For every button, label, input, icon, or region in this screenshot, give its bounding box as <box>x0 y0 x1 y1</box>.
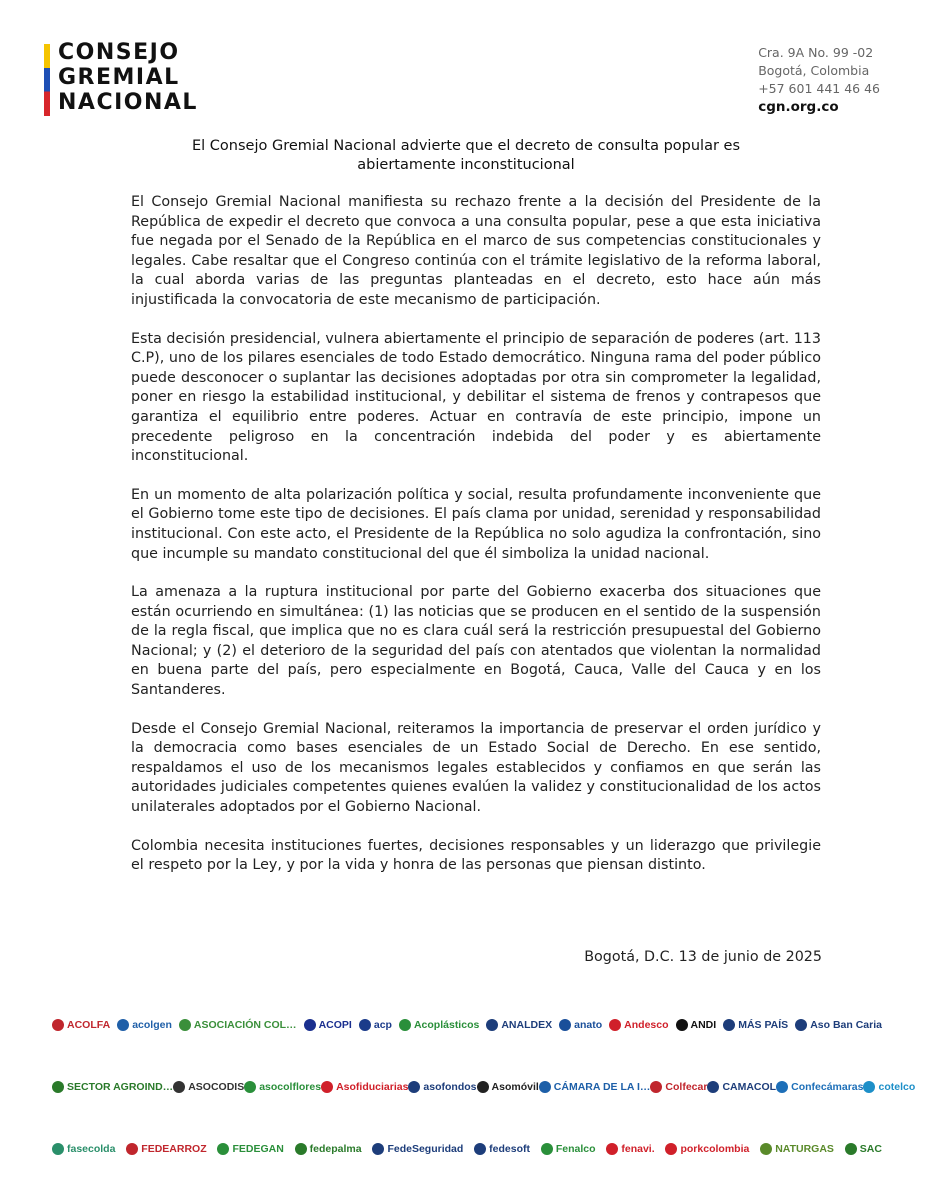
partner-logo <box>650 1081 707 1093</box>
partner-mark-icon <box>304 1019 316 1031</box>
logo-color-bar <box>44 44 50 116</box>
partner-logo <box>609 1019 668 1031</box>
partner-name: Acoplásticos <box>413 1019 480 1031</box>
partner-name: asofondos <box>423 1081 477 1093</box>
logo-line-2: GREMIAL <box>58 65 180 90</box>
partner-logo <box>117 1019 172 1031</box>
partner-mark-icon <box>408 1081 420 1093</box>
partner-name: acolgen <box>132 1019 172 1031</box>
partner-mark-icon <box>477 1081 489 1093</box>
partner-mark-icon <box>539 1081 551 1093</box>
partner-name: ASOCODIS <box>188 1081 245 1093</box>
title-line-1: El Consejo Gremial Nacional advierte que el decreto de consulta popular es <box>191 138 741 154</box>
partner-name: MÁS PAÍS <box>738 1019 789 1031</box>
partner-mark-icon <box>559 1019 571 1031</box>
paragraph-3: En un momento de alta polarización política y social, resulta profundamente inconveniente que el Gobierno tome este tipo de decisiones. El país clama por unidad, serenidad y responsabilidad institucional. Con este acto, el Presidente de la República no solo agudiza la confrontación, sino que incumple su mandato constitucional del que él simboliza la unidad nacional. <box>131 486 821 562</box>
signature-date: Bogotá, D.C. 13 de junio de 2025 <box>584 949 822 965</box>
partner-name: ACOPI <box>318 1019 352 1031</box>
partner-name: ANALDEX <box>501 1019 553 1031</box>
organization-logo <box>58 40 198 115</box>
partner-mark-icon <box>372 1143 384 1155</box>
partner-name: acp <box>373 1019 392 1031</box>
partner-mark-icon <box>776 1081 788 1093</box>
partner-mark-icon <box>650 1081 662 1093</box>
partner-mark-icon <box>52 1019 64 1031</box>
partner-name: Colfecar <box>665 1081 708 1093</box>
partner-name: NATURGAS <box>775 1143 834 1155</box>
partner-name: CÁMARA DE LA I… <box>553 1081 651 1093</box>
partner-mark-icon <box>541 1143 553 1155</box>
partner-name: Asofiduciarias <box>336 1081 409 1093</box>
partner-mark-icon <box>609 1019 621 1031</box>
partner-mark-icon <box>760 1143 772 1155</box>
partner-mark-icon <box>52 1143 64 1155</box>
partner-name: SAC <box>859 1143 882 1155</box>
partner-logo <box>179 1019 297 1031</box>
partner-mark-icon <box>295 1143 307 1155</box>
partner-logo <box>795 1019 882 1031</box>
partner-logo <box>304 1019 352 1031</box>
partner-logo <box>408 1081 476 1093</box>
partner-logo <box>217 1143 283 1155</box>
partner-logo <box>295 1143 362 1155</box>
partner-name: FEDEGAN <box>232 1143 284 1155</box>
partner-name: fedepalma <box>309 1143 362 1155</box>
partner-logo <box>321 1081 408 1093</box>
partner-name: fenavi. <box>621 1143 655 1155</box>
partner-logo <box>372 1143 463 1155</box>
partner-name: FEDEARROZ <box>141 1143 207 1155</box>
paragraph-5: Desde el Consejo Gremial Nacional, reiteramos la importancia de preservar el orden jurídico y la democracia como bases esenciales de un Estado Social de Derecho. En ese sentido, respaldamos el uso de los mecanismos legales establecidos y confiamos en que serán las autoridades judiciales competentes quienes evalúen la validez y constitucionalidad de los actos unilaterales adoptados por el Gobierno Nacional. <box>131 720 821 816</box>
partner-logo <box>486 1019 552 1031</box>
partner-logo-row <box>52 1127 882 1171</box>
partner-logo <box>606 1143 654 1155</box>
partner-logo <box>399 1019 479 1031</box>
partner-logo <box>776 1081 863 1093</box>
partner-logo <box>244 1081 321 1093</box>
partner-mark-icon <box>863 1081 875 1093</box>
partner-logo <box>359 1019 392 1031</box>
city: Bogotá, Colombia <box>758 63 870 78</box>
partner-mark-icon <box>676 1019 688 1031</box>
partner-name: fasecolda <box>67 1143 116 1155</box>
partner-logos <box>52 1003 916 1189</box>
partner-logo <box>845 1143 882 1155</box>
partner-mark-icon <box>52 1081 64 1093</box>
logo-line-3: NACIONAL <box>58 90 198 115</box>
partner-name: ASOCIACIÓN COL… <box>193 1019 297 1031</box>
partner-logo <box>723 1019 788 1031</box>
partner-logo <box>707 1081 776 1093</box>
paragraph-4: La amenaza a la ruptura institucional por parte del Gobierno exacerba dos situaciones que están ocurriendo en simultánea: (1) las noticias que se producen en el sentido de la suspensión de la regla fiscal, que implica que no es clara cuál será la restricción presupuestal del Gobierno Nacional; y (2) el deterioro de la seguridad del país con atentados que violentan la normalidad en buena parte del país, pero especialmente en Bogotá, Cauca, Valle del Cauca y en los Santanderes. <box>131 584 821 699</box>
partner-logo <box>477 1081 539 1093</box>
partner-logo <box>52 1019 110 1031</box>
partner-mark-icon <box>173 1081 185 1093</box>
partner-logo <box>676 1019 717 1031</box>
partner-name: porkcolombia <box>680 1143 750 1155</box>
partner-name: Confecámaras <box>791 1081 864 1093</box>
partner-name: Asomóvil <box>491 1081 539 1093</box>
partner-logo <box>52 1143 115 1155</box>
paragraph-2: Esta decisión presidencial, vulnera abiertamente el principio de separación de poderes (art. 113 C.P), uno de los pilares esenciales de todo Estado democrático. Ninguna rama del poder público puede desconocer o suplantar las decisiones adoptadas por otra sin comprometer la legalidad, poner en riesgo la estabilidad institucional, y debilitar el sistema de frenos y contrapesos que garantiza el equilibrio entre poderes. Actuar en contravía de este principio, impone un precedente peligroso en la concentración indebida del poder y es abiertamente inconstitucional. <box>131 330 821 465</box>
partner-mark-icon <box>217 1143 229 1155</box>
partner-logo-row <box>52 1003 882 1047</box>
partner-logo <box>665 1143 749 1155</box>
partner-logo <box>863 1081 915 1093</box>
partner-logo <box>539 1081 651 1093</box>
partner-mark-icon <box>179 1019 191 1031</box>
partner-name: ACOLFA <box>67 1019 111 1031</box>
partner-mark-icon <box>321 1081 333 1093</box>
partner-name: ANDI <box>690 1019 717 1031</box>
paragraph-1: El Consejo Gremial Nacional manifiesta su rechazo frente a la decisión del Presidente de la República de expedir el decreto que convoca a una consulta popular, pese a que esta iniciativa fue negada por el Senado de la República en el marco de sus competencias constitucionales y legales. Cabe resaltar que el Congreso continúa con el trámite legislativo de la reforma laboral, la cual aborda varias de las preguntas planteadas en el decreto, esto hace aún más injustificada la convocatoria de este mecanismo de participación. <box>131 194 821 308</box>
partner-logo <box>52 1081 173 1093</box>
document-body <box>131 193 821 895</box>
partner-name: fedesoft <box>489 1143 530 1155</box>
partner-logo <box>559 1019 602 1031</box>
partner-logo <box>760 1143 834 1155</box>
title-line-2: abiertamente inconstitucional <box>357 157 575 173</box>
partner-mark-icon <box>707 1081 719 1093</box>
address: Cra. 9A No. 99 -02 <box>758 45 874 60</box>
partner-mark-icon <box>486 1019 498 1031</box>
partner-logo <box>173 1081 244 1093</box>
paragraph-6: Colombia necesita instituciones fuertes, decisiones responsables y un liderazgo que privilegie el respeto por la Ley, y por la vida y honra de las personas que piensan distinto. <box>131 837 821 874</box>
partner-name: SECTOR AGROIND… <box>67 1081 174 1093</box>
partner-name: Andesco <box>624 1019 669 1031</box>
website-link[interactable]: cgn.org.co <box>758 99 839 115</box>
partner-name: asocolflores <box>259 1081 322 1093</box>
partner-name: CAMACOL <box>722 1081 777 1093</box>
partner-mark-icon <box>606 1143 618 1155</box>
partner-mark-icon <box>474 1143 486 1155</box>
partner-logo <box>474 1143 530 1155</box>
partner-mark-icon <box>795 1019 807 1031</box>
partner-name: anato <box>574 1019 603 1031</box>
partner-name: cotelco <box>878 1081 916 1093</box>
partner-mark-icon <box>845 1143 857 1155</box>
partner-mark-icon <box>399 1019 411 1031</box>
partner-name: Fenalco <box>555 1143 596 1155</box>
partner-mark-icon <box>723 1019 735 1031</box>
partner-mark-icon <box>126 1143 138 1155</box>
partner-name: FedeSeguridad <box>387 1143 464 1155</box>
contact-block <box>758 44 880 116</box>
partner-mark-icon <box>244 1081 256 1093</box>
partner-mark-icon <box>665 1143 677 1155</box>
partner-name: Aso Ban Caria <box>810 1019 882 1031</box>
partner-logo-row <box>52 1065 916 1109</box>
document-title <box>110 137 822 175</box>
partner-logo <box>126 1143 206 1155</box>
phone: +57 601 441 46 46 <box>758 81 880 96</box>
partner-mark-icon <box>117 1019 129 1031</box>
logo-line-1: CONSEJO <box>58 40 180 65</box>
partner-mark-icon <box>359 1019 371 1031</box>
partner-logo <box>541 1143 596 1155</box>
